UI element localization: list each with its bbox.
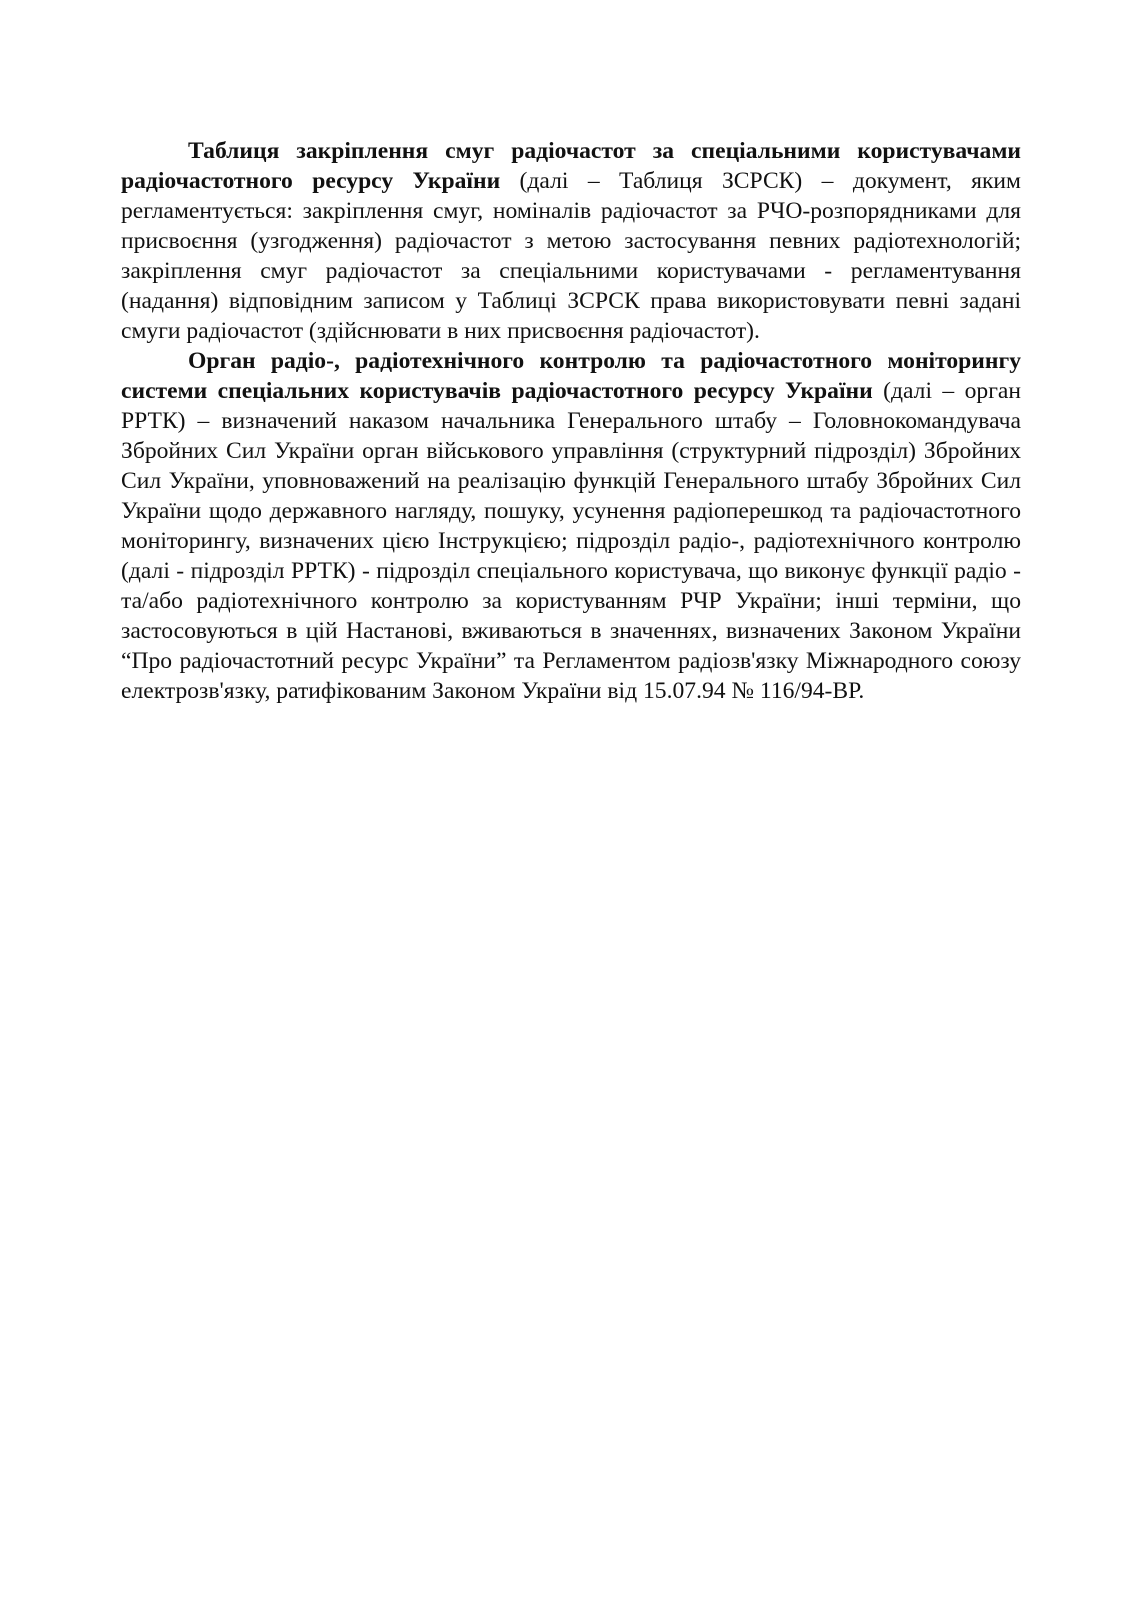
definition-text-zsrsk: (далі – Таблиця ЗСРСК) – документ, яким регламентується: закріплення смуг, номіналів радіочастот за РЧО-розпорядниками для присвоєння (узгодження) радіочастот з метою застосування певних радіотехнологій; закріплення смуг радіочастот за спеціальними користувачами - регламентування (надання) відповідним записом у Таблиці ЗСРСК права використовувати певні задані смуги радіочастот (здійснювати в них присвоєння радіочастот). [121,168,1021,344]
definition-text-rrtk: (далі – орган РРТК) – визначений наказом начальника Генерального штабу – Головнокомандувача Збройних Сил України орган військового управління (структурний підрозділ) Збройних Сил України, уповноважений на реалізацію функцій Генерального штабу Збройних Сил України щодо державного нагляду, пошуку, усунення радіоперешкод та радіочастотного моніторингу, визначених цією Інструкцією; підрозділ радіо-, радіотехнічного контролю (далі - підрозділ РРТК) - підрозділ спеціального користувача, що виконує функції радіо - та/або радіотехнічного контролю за користуванням РЧР України; інші терміни, що застосовуються в цій Настанові, вживаються в значеннях, визначених Законом України “Про радіочастотний ресурс України” та Регламентом радіозв'язку Міжнародного союзу електрозв'язку, ратифікованим Законом України від 15.07.94 № 116/94-ВР. [121,378,1022,704]
definition-paragraph-rrtk [121,346,1021,706]
definition-paragraph-zsrsk [121,136,1021,346]
defined-term-zsrsk: Таблиця закріплення смуг радіочастот за спеціальними користувачами радіочастотного ресурсу України [121,138,1021,194]
document-body [121,136,1021,706]
defined-term-rrtk: Орган радіо-, радіотехнічного контролю та радіочастотного моніторингу системи спеціальних користувачів радіочастотного ресурсу України [121,348,1021,404]
